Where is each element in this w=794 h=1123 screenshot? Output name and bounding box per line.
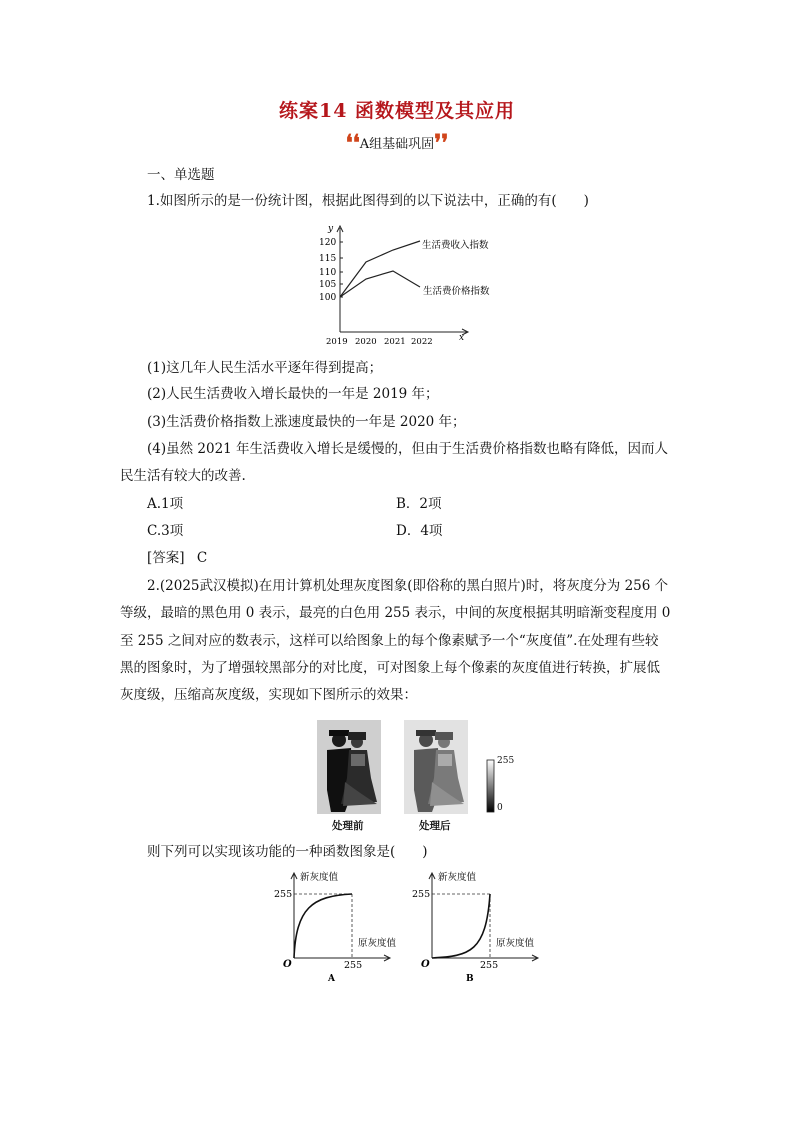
question-1-stem: 1.如图所示的是一份统计图，根据此图得到的以下说法中，正确的有( ) — [147, 193, 589, 209]
x-tick-2021: 2021 — [384, 337, 406, 347]
graph-a-x-label: 原灰度值 — [358, 938, 397, 949]
x-tick-2022: 2022 — [411, 337, 433, 347]
statement-1: (1)这几年人民生活水平逐年得到提高； — [147, 360, 383, 376]
graph-a-origin: O — [283, 959, 292, 970]
open-quote-icon: ❛❛ — [345, 129, 360, 156]
answer-line — [147, 545, 207, 571]
graph-a-letter: A — [328, 974, 335, 984]
answer-value: C — [196, 550, 208, 566]
graph-a-x-tick: 255 — [344, 960, 363, 971]
option-d: D．4项 — [396, 523, 443, 539]
x-tick-2019: 2019 — [326, 337, 348, 347]
graph-b-x-label: 原灰度值 — [496, 938, 535, 949]
q2-line-1: 2.(2025武汉模拟)在用计算机处理灰度图象(即俗称的黑白照片)时，将灰度分为 256 个 — [147, 578, 669, 594]
statement-3: (3)生活费价格指数上涨速度最快的一年是 2020 年； — [147, 414, 466, 430]
scale-min-label: 0 — [497, 803, 503, 813]
q2-line-5: 灰度级，压缩高灰度级，实现如下图所示的效果： — [120, 687, 417, 703]
section-heading: 一、单选题 — [147, 167, 215, 183]
x-tick-2020: 2020 — [355, 337, 377, 347]
option-b: B．2项 — [396, 496, 442, 512]
statement-4-continued: 民生活有较大的改善. — [120, 468, 246, 484]
graph-a — [272, 868, 402, 986]
curve-b — [432, 894, 490, 958]
y-tick-115: 115 — [319, 254, 337, 264]
statement-2: (2)人民生活费收入增长最快的一年是 2019 年； — [147, 386, 439, 402]
y-axis-label: y — [328, 224, 334, 234]
grayscale-scale-bar — [484, 758, 524, 816]
graph-a-y-label: 新灰度值 — [300, 872, 339, 883]
statistics-chart — [300, 220, 530, 350]
page-title: 练案14 函数模型及其应用 — [278, 100, 516, 122]
graph-b-letter: B — [466, 974, 474, 984]
q2-line-4: 黑的图象时，为了增强较黑部分的对比度，可对图象上每个像素的灰度值进行转换，扩展低 — [120, 660, 660, 676]
scale-max-label: 255 — [497, 756, 515, 766]
y-tick-110: 110 — [319, 268, 337, 278]
graph-a-y-tick: 255 — [274, 889, 293, 900]
x-axis-label: x — [459, 333, 465, 343]
graph-b-y-label: 新灰度值 — [438, 872, 477, 883]
group-label: A组基础巩固 — [359, 137, 435, 152]
q2-line-2: 等级，最暗的黑色用 0 表示，最亮的白色用 255 表示，中间的灰度根据其明暗渐变程度用 0 — [120, 605, 671, 621]
q2-prompt: 则下列可以实现该功能的一种函数图象是( ) — [147, 844, 428, 860]
statement-4: (4)虽然 2021 年生活费收入增长是缓慢的，但由于生活费价格指数也略有降低，因而人 — [147, 441, 669, 457]
caption-after: 处理后 — [419, 820, 451, 832]
q2-line-3: 至 255 之间对应的数表示，这样可以给图象上的每个像素赋予一个“灰度值”.在处理有些较 — [120, 633, 659, 649]
option-c: C.3项 — [147, 523, 184, 539]
answer-tag: [答案] — [147, 550, 185, 566]
y-tick-105: 105 — [319, 280, 337, 290]
graph-b-origin: O — [421, 959, 430, 970]
caption-before: 处理前 — [332, 820, 364, 832]
y-tick-120: 120 — [319, 238, 337, 248]
y-tick-100: 100 — [319, 293, 337, 303]
graph-b-y-tick: 255 — [412, 889, 431, 900]
option-a: A.1项 — [147, 496, 184, 512]
photo-before — [317, 720, 381, 814]
close-quote-icon: ❜❜ — [434, 129, 449, 156]
photo-after — [404, 720, 468, 814]
price-index-line — [340, 271, 420, 297]
income-index-label: 生活费收入指数 — [422, 240, 489, 251]
price-index-label: 生活费价格指数 — [423, 286, 490, 297]
group-heading — [0, 129, 794, 156]
graph-b — [410, 868, 550, 986]
graph-b-x-tick: 255 — [480, 960, 499, 971]
curve-a — [294, 894, 352, 958]
